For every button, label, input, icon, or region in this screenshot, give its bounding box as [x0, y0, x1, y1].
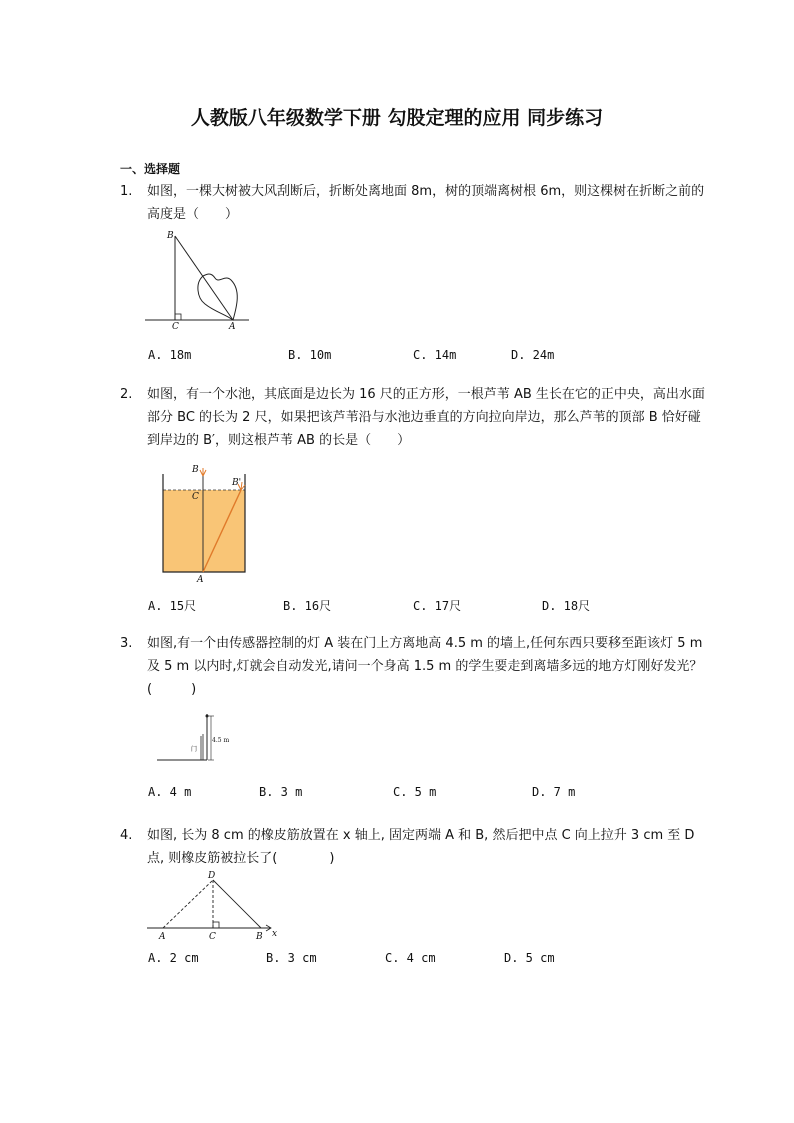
option-c[interactable]: C. 4 cm: [385, 951, 436, 965]
section-heading: 一、选择题: [120, 162, 181, 176]
height-label: 4.5 m: [212, 737, 230, 744]
option-b[interactable]: B. 10m: [288, 348, 332, 362]
label-c: C: [172, 322, 179, 332]
option-c[interactable]: C. 5 m: [393, 785, 437, 799]
label-x: x: [272, 929, 278, 939]
question-3: [120, 632, 705, 701]
water: [163, 490, 245, 572]
question-4: [120, 824, 705, 870]
label-a: A: [229, 322, 236, 332]
figure-tree: [145, 228, 255, 333]
option-a[interactable]: A. 4 m: [148, 785, 192, 799]
segment-ad: [163, 880, 213, 928]
label-c: C: [209, 932, 216, 942]
right-angle-mark: [175, 314, 181, 320]
label-a: A: [197, 575, 204, 585]
right-angle-mark: [213, 922, 219, 928]
option-a[interactable]: A. 2 cm: [148, 951, 199, 965]
question-number: 4.: [120, 828, 133, 843]
option-c[interactable]: C. 17尺: [413, 599, 462, 613]
label-c: C: [192, 492, 199, 502]
question-stem: 如图，有一个水池，其底面是边长为 16 尺的正方形，一根芦苇 AB 生长在它的正中央，高出水面部分 BC 的长为 2 尺，如果把该芦苇沿与水池边垂直的方向拉向岸边，那么芦苇的顶部 B 恰好碰到岸边的 B′，则这根芦苇 AB 的长是（ ）: [147, 387, 705, 448]
label-b-prime: B': [232, 478, 242, 488]
label-b: B: [256, 932, 263, 942]
figure-rubber-band: [145, 868, 285, 946]
question-1: [120, 180, 705, 226]
label-b: B: [167, 231, 174, 241]
figure-lamp: [145, 708, 235, 768]
segment-db: [213, 880, 261, 928]
question-stem: 如图，一棵大树被大风刮断后，折断处离地面 8m，树的顶端离树根 6m，则这棵树在折断之前的高度是（ ）: [147, 184, 705, 222]
door-label: 门: [191, 746, 198, 753]
question-stem: 如图,有一个由传感器控制的灯 A 装在门上方离地高 4.5 m 的墙上,任何东西只要移至距该灯 5 m 及 5 m 以内时,灯就会自动发光,请问一个身高 1.5 m 的学生要走到离墙多远的地方灯刚好发光？( ): [147, 636, 703, 697]
label-d: D: [208, 871, 216, 881]
question-number: 2.: [120, 387, 133, 402]
option-c[interactable]: C. 14m: [413, 348, 457, 362]
option-d[interactable]: D. 5 cm: [504, 951, 555, 965]
label-a: A: [159, 932, 166, 942]
option-d[interactable]: D. 24m: [511, 348, 555, 362]
question-number: 1.: [120, 184, 133, 199]
page-title: 人教版八年级数学下册 勾股定理的应用 同步练习: [190, 107, 604, 129]
question-stem: 如图, 长为 8 cm 的橡皮筋放置在 x 轴上, 固定两端 A 和 B, 然后把中点 C 向上拉升 3 cm 至 D 点, 则橡皮筋被拉长了( ): [147, 828, 695, 866]
question-2: [120, 383, 705, 452]
option-a[interactable]: A. 18m: [148, 348, 192, 362]
option-a[interactable]: A. 15尺: [148, 599, 197, 613]
lamp-icon: [206, 715, 209, 718]
option-d[interactable]: D. 7 m: [532, 785, 576, 799]
question-number: 3.: [120, 636, 133, 651]
option-b[interactable]: B. 3 m: [259, 785, 303, 799]
option-b[interactable]: B. 3 cm: [266, 951, 317, 965]
option-d[interactable]: D. 18尺: [542, 599, 591, 613]
figure-pond: [158, 462, 258, 584]
option-b[interactable]: B. 16尺: [283, 599, 332, 613]
label-b: B: [192, 465, 199, 475]
